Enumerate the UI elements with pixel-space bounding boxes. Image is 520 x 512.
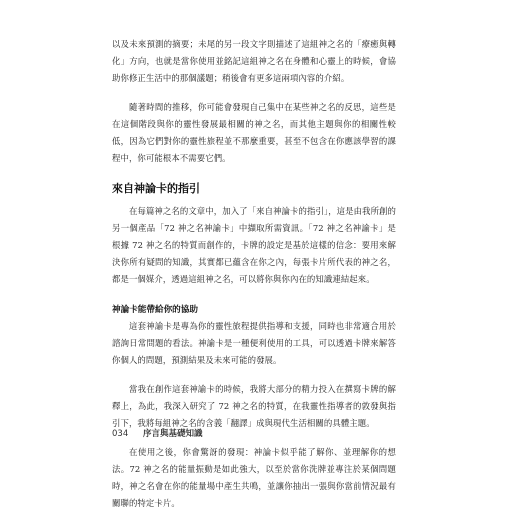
paragraph-intro-summary: 以及未來預測的摘要；未尾的另一段文字則描述了這組神之名的「療癒與轉化」方向，也就是當你使用並銘記這組神之名在身體和心靈上的時候，會協助你修正生活中的那個議題；稍後會有更多這兩項內容的介紹。 (112, 39, 396, 83)
page-content (112, 36, 396, 512)
paragraph-oracle-guidance: 在每篇神之名的文章中，加入了「來自神論卡的指引」，這是由我所創的另一個產品「72 神之名神諭卡」中擷取所需資訊。「72 神之名神諭卡」是根據 72 神之名的特質而創作的，卡牌的設定是基於這樣的信念：要用來解決你所有疑問的知識，其實都已蘊含在你之內，每張卡片所代表的神之名，都是一個媒介，透過這組神之名，可以將你與你內在的知識連結起來。 (112, 206, 397, 284)
running-section-title: 序言與基礎知識 (142, 429, 203, 439)
paragraph-time-reflection: 隨著時間的推移，你可能會發現自己集中在某些神之名的反思，這些是在這個階段與你的靈性發展最相關的神之名，而其他主題與你的相關性較低，因為它們對你的靈性旅程並不那麼重要，甚至不包含在你應該學習的課程中，你可能根本不需要它們。 (112, 102, 396, 163)
paragraph-creation: 當我在創作這套神諭卡的時候，我將大部分的精力投入在撰寫卡牌的解釋上，為此，我深入研究了 72 神之名的特質，在我靈性指導者的敦發與指引下，我將每組神之名的含義「翻譯」成與現代生活相關的具體主題。 (112, 384, 396, 428)
page-footer (112, 427, 202, 439)
page-number: 034 (112, 429, 129, 439)
subsection-heading: 神論卡能帶給你的協助 (112, 305, 198, 315)
paragraph-usage: 在使用之後，你會驚訝的發現：神論卡似乎能了解你、並理解你的想法。72 神之名的能量振動是如此強大，以至於當你洗牌並專注於某個問題時，神之名會在你的能量場中產生共鳴，並讓你抽出一張與你當前情況最有關聯的特定卡片。 (112, 447, 396, 508)
paragraph-oracle-support: 這套神諭卡是專為你的靈性旅程提供指導和支援，同時也非常適合用於諮詢日常問題的看法。神諭卡是一種便利使用的工具，可以透過卡牌來解答你個人的問題，預測結果及未來可能的發展。 (112, 321, 396, 365)
section-heading: 來自神論卡的指引 (112, 182, 200, 195)
